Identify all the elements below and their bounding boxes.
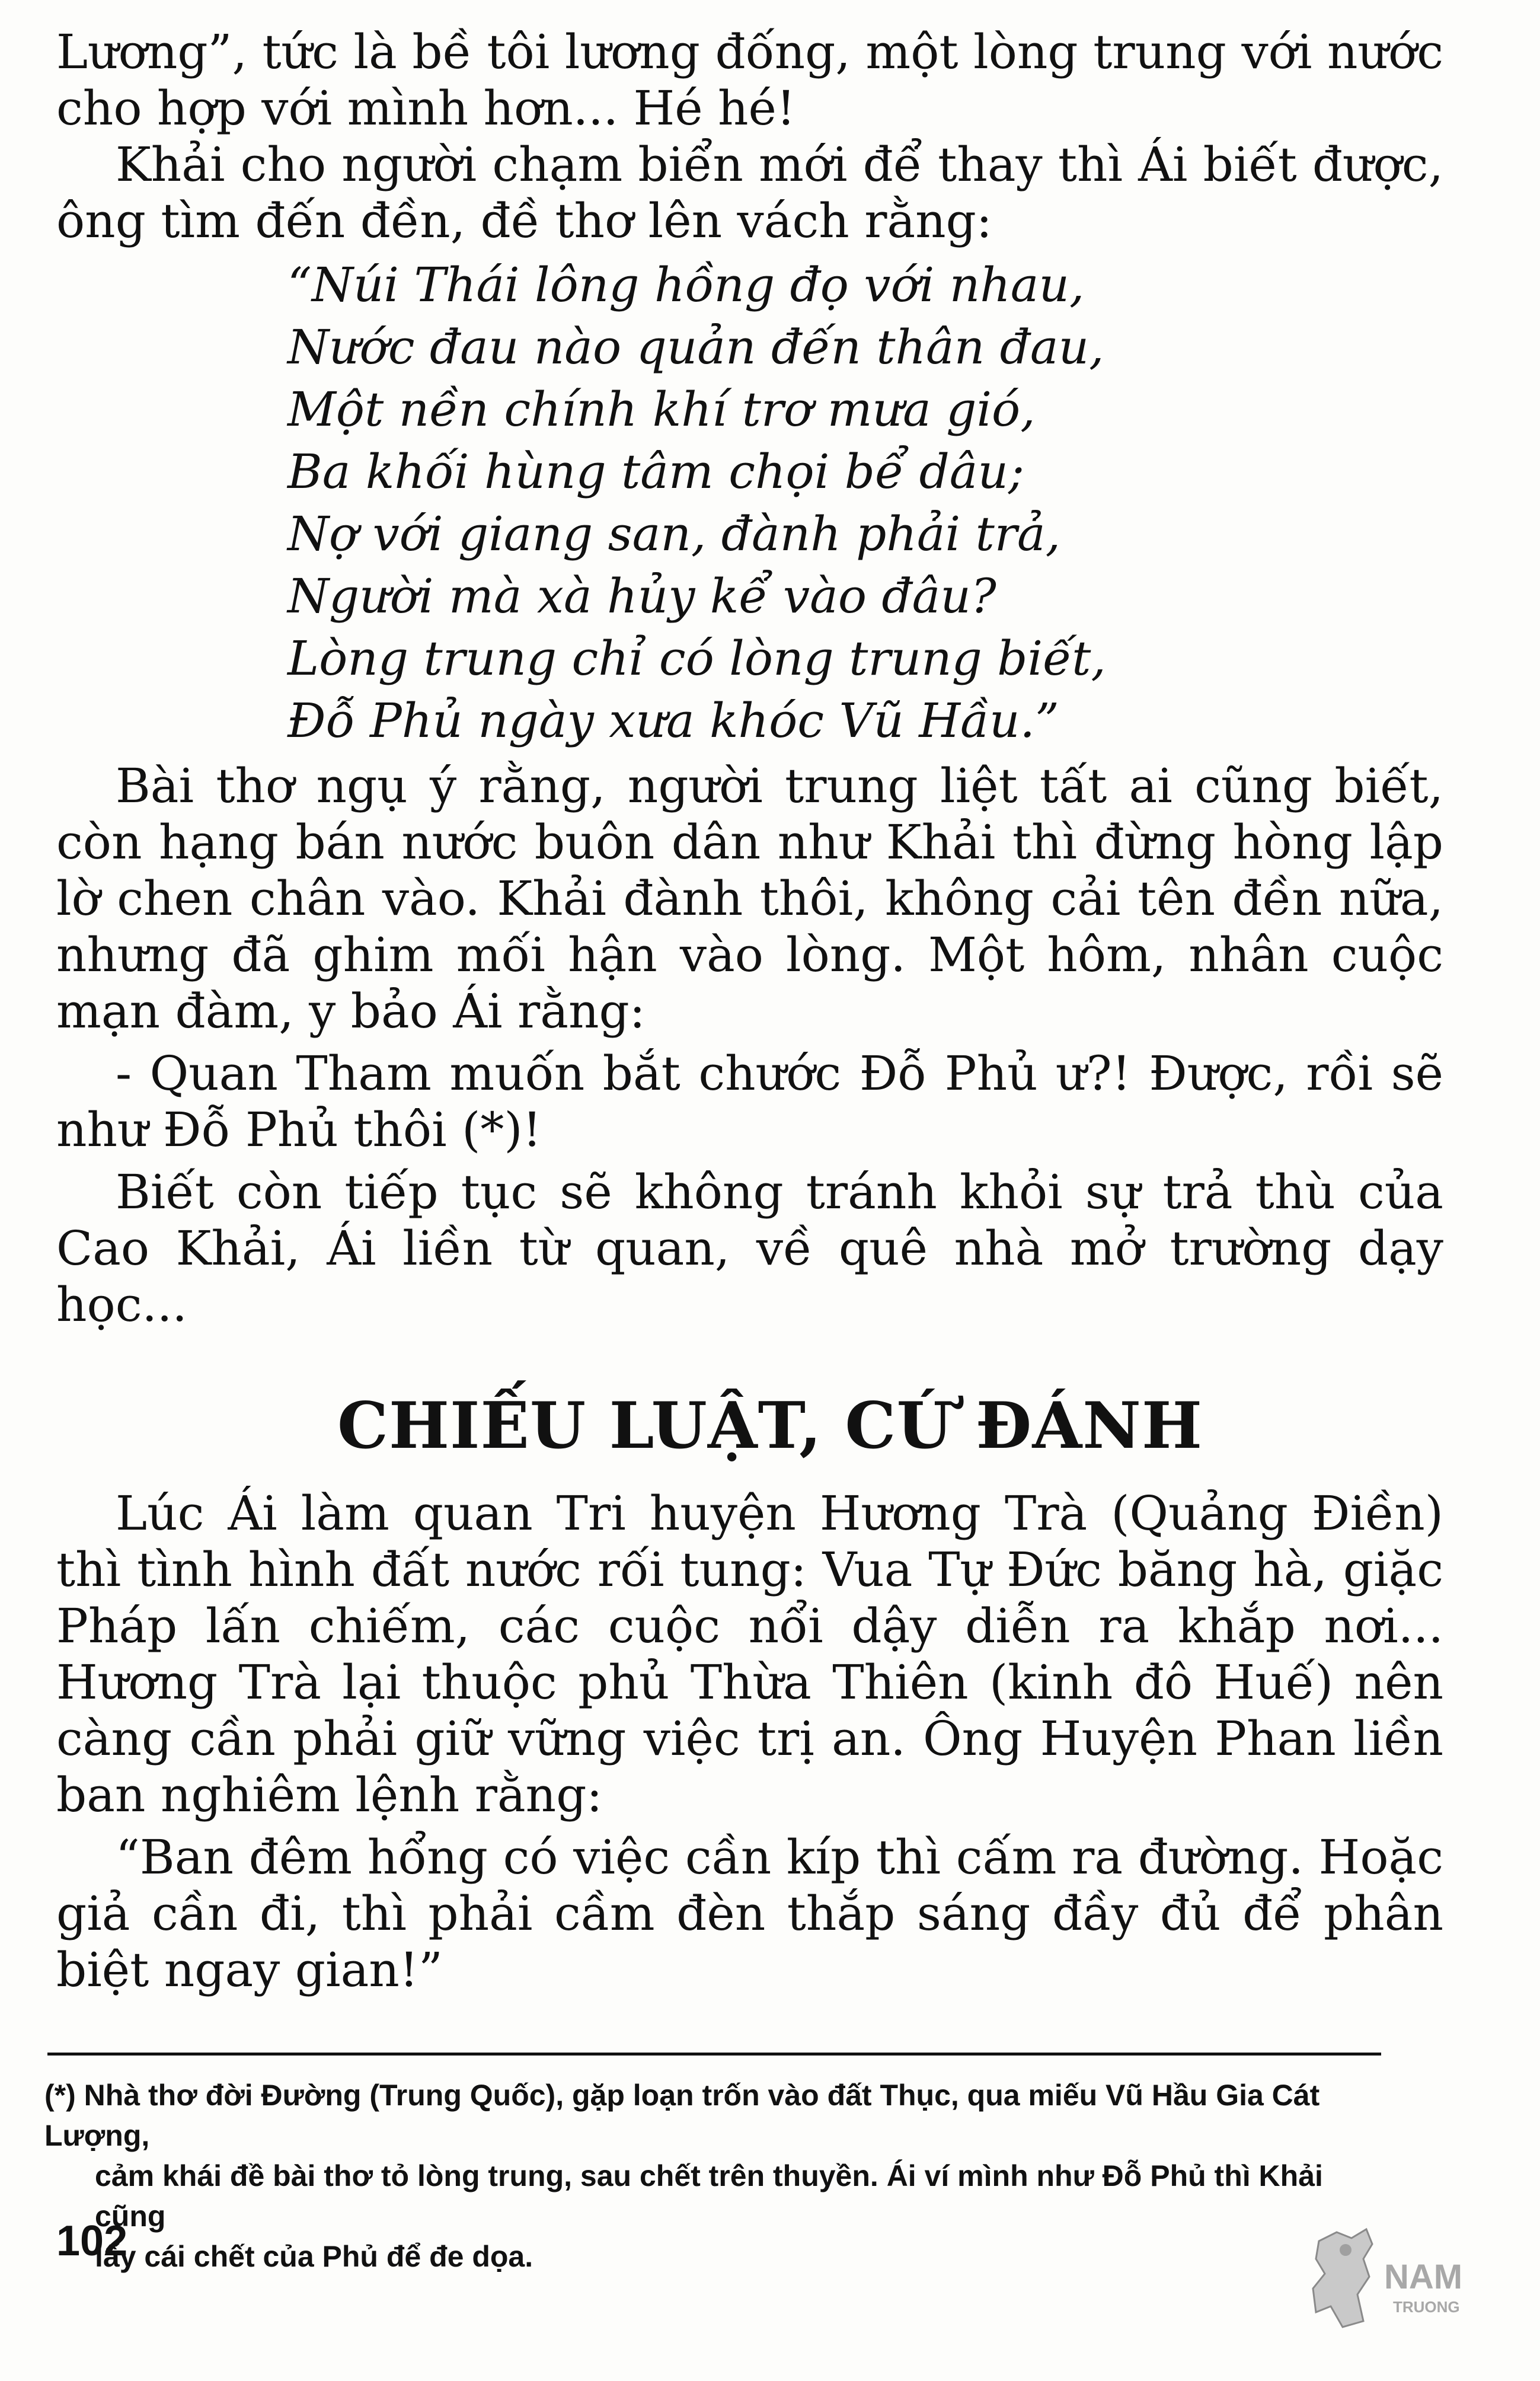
paragraph-7: “Ban đêm hổng có việc cần kíp thì cấm ra đường. Hoặc giả cần đi, thì phải cầm đèn thắp sáng đầy đủ để phân biệt ngay gian!” <box>56 1830 1443 1997</box>
paragraph-1: Lương”, tức là bề tôi lương đống, một lòng trung với nước cho hợp với mình hơn... Hé hé! <box>56 24 1443 136</box>
page-number: 102 <box>56 2217 128 2265</box>
paragraph-6: Lúc Ái làm quan Tri huyện Hương Trà (Quảng Điền) thì tình hình đất nước rối tung: Vua Tự Đức băng hà, giặc Pháp lấn chiếm, các cuộc nổi dậy diễn ra khắp nơi... Hương Trà lại thuộc phủ Thừa Thiên (kinh đô Huế) nên càng cần phải giữ vững việc trị an. Ông Huyện Phan liền ban nghiêm lệnh rằng: <box>56 1486 1443 1823</box>
footnote-marker: (*) <box>44 2079 76 2112</box>
poem-line: Một nền chính khí trơ mưa gió, <box>287 382 1036 437</box>
section-heading: CHIẾU LUẬT, CỨ ĐÁNH <box>337 1389 1203 1463</box>
poem-line: “Núi Thái lông hồng đọ với nhau, <box>287 257 1085 312</box>
footnote-divider <box>47 2053 1381 2056</box>
paragraph-5: Biết còn tiếp tục sẽ không tránh khỏi sự trả thù của Cao Khải, Ái liền từ quan, về quê nhà mở trường dạy học... <box>56 1164 1443 1332</box>
logo-figure-icon <box>1313 2229 1372 2327</box>
body-text-top <box>56 24 1443 1333</box>
poem <box>56 254 1443 752</box>
logo-text: NAM <box>1384 2258 1463 2296</box>
publisher-logo <box>1295 2217 1497 2336</box>
logo-subtext: TRUONG <box>1393 2298 1460 2316</box>
paragraph-3: Bài thơ ngụ ý rằng, người trung liệt tất ai cũng biết, còn hạng bán nước buôn dân như Khải thì đừng hòng lập lờ chen chân vào. Khải đành thôi, không cải tên đền nữa, nhưng đã ghim mối hận vào lòng. Một hôm, nhân cuộc mạn đàm, y bảo Ái rằng: <box>56 758 1443 1039</box>
poem-line: Lòng trung chỉ có lòng trung biết, <box>287 631 1106 686</box>
poem-line: Nước đau nào quản đến thân đau, <box>287 320 1104 375</box>
paragraph-4: - Quan Tham muốn bắt chước Đỗ Phủ ư?! Được, rồi sẽ như Đỗ Phủ thôi (*)! <box>56 1046 1443 1157</box>
footnote-line: cảm khái đề bài thơ tỏ lòng trung, sau chết trên thuyền. Ái ví mình như Đỗ Phủ thì Khải cũng <box>95 2159 1323 2233</box>
footnote <box>44 2075 1396 2277</box>
body-text-bottom <box>56 1485 1443 1998</box>
poem-line: Người mà xà hủy kể vào đâu? <box>287 569 996 624</box>
footnote-line: lấy cái chết của Phủ để đe dọa. <box>95 2240 533 2273</box>
poem-line: Nợ với giang san, đành phải trả, <box>287 506 1061 561</box>
paragraph-2: Khải cho người chạm biển mới để thay thì Ái biết được, ông tìm đến đền, đề thơ lên vách rằng: <box>56 137 1443 248</box>
poem-line: Đỗ Phủ ngày xưa khóc Vũ Hầu.” <box>287 693 1059 748</box>
footnote-line: Nhà thơ đời Đường (Trung Quốc), gặp loạn trốn vào đất Thục, qua miếu Vũ Hầu Gia Cát Lượng, <box>44 2079 1320 2152</box>
poem-line: Ba khối hùng tâm chọi bể dâu; <box>287 444 1024 499</box>
